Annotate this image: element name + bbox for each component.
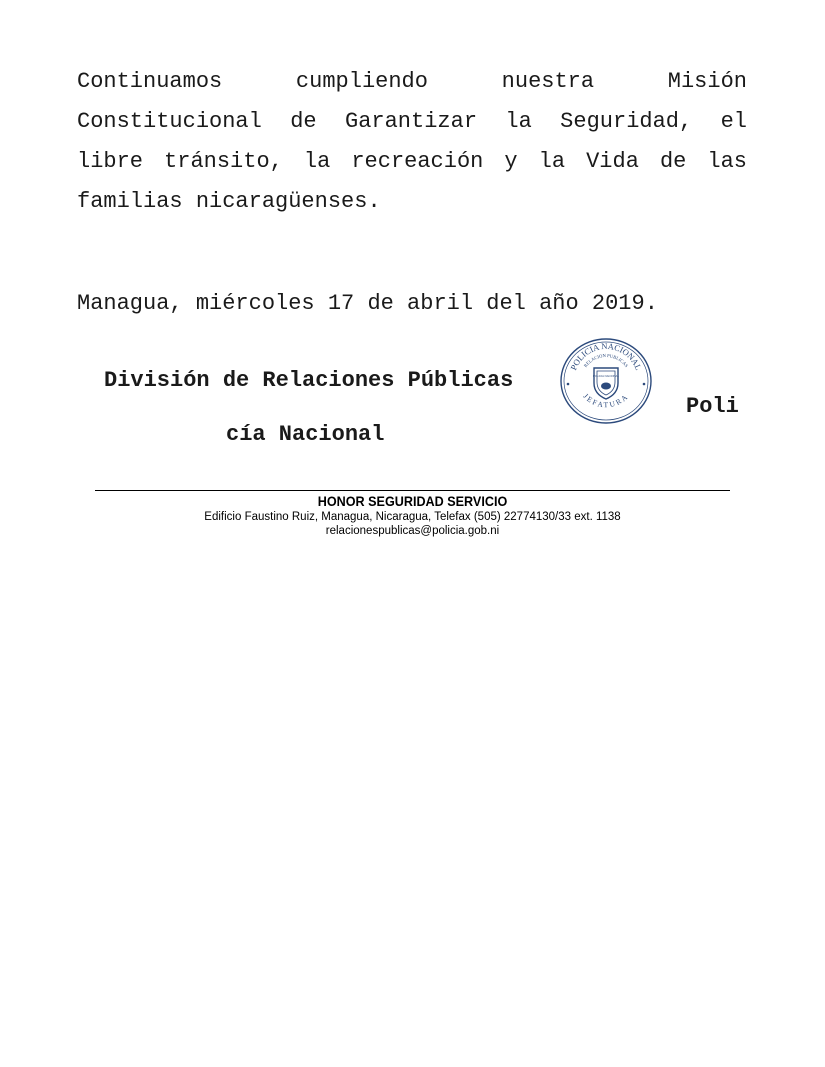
seal-bottom-text: JEFATURA bbox=[581, 391, 631, 410]
body-paragraph: Continuamos cumpliendo nuestra Misión Constitucional de Garantizar la Seguridad, el libre tránsito, la recreación y la Vida de las familias nicaragüenses. bbox=[77, 69, 747, 214]
seal-dot-right bbox=[643, 383, 646, 386]
police-seal bbox=[558, 336, 654, 426]
shield-emblem bbox=[601, 383, 611, 390]
signature-line-1: División de Relaciones Públicas bbox=[104, 368, 514, 393]
shield-text: POLICIA NACIONAL bbox=[593, 374, 619, 378]
footer-address: Edificio Faustino Ruiz, Managua, Nicaragua, Telefax (505) 22774130/33 ext. 1138 bbox=[204, 511, 621, 523]
footer-email[interactable]: relacionespublicas@policia.gob.ni bbox=[325, 525, 500, 537]
footer-divider bbox=[95, 490, 730, 491]
seal-top-text: POLICIA NACIONAL bbox=[568, 340, 644, 372]
seal-sub-text: RELACION PUBLICAS bbox=[582, 352, 630, 369]
signature-line-3: cía Nacional bbox=[226, 422, 385, 447]
footer-motto: HONOR SEGURIDAD SERVICIO bbox=[317, 493, 508, 509]
seal-dot-left bbox=[567, 383, 570, 386]
dateline: Managua, miércoles 17 de abril del año 2019. bbox=[77, 291, 658, 316]
signature-line-2: Poli bbox=[686, 394, 739, 419]
